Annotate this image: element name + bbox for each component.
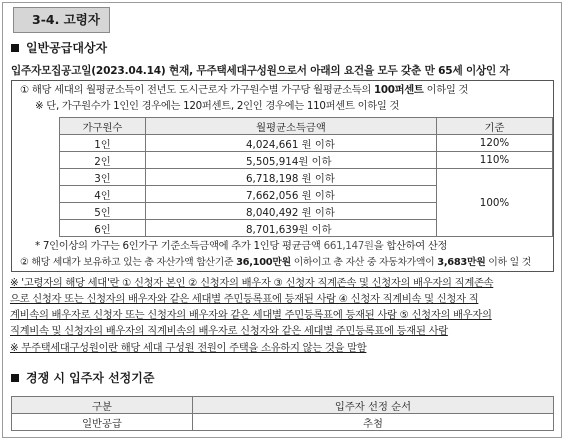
col-category: 구분	[12, 397, 193, 414]
income-amount-cell: 4,024,661 원 이하	[146, 135, 437, 152]
section-title: 3-4. 고령자	[13, 7, 110, 33]
definition-text-2: 으로 신청자 또는 신청자의 배우자와 같은 세대별 주민등록표에 등재된 사람 ④ 신청자 직계비속 및 신청자 직	[10, 293, 479, 305]
note7-text-b: 661,147원	[323, 240, 374, 252]
income-amount-cell: 8,040,492 원 이하	[146, 203, 437, 220]
general-supply-heading-text: 일반공급대상자	[26, 41, 108, 55]
household-size-cell: 6인	[60, 220, 146, 237]
income-table-header	[60, 118, 553, 135]
col-selection-order: 입주자 선정 순서	[193, 397, 554, 414]
note7-text-a: * 7인이상의 가구는 6인가구 기준소득금액에 추가 1인당 평균금액	[35, 240, 324, 252]
requirement-1	[20, 83, 468, 97]
req1-text-b: 100퍼센트	[374, 84, 424, 96]
category-cell: 일반공급	[12, 414, 193, 431]
req1-text-a: ① 해당 세대의 월평균소득이 전년도 도시근로자 가구원수별 가구당 월평균소득의	[20, 84, 375, 96]
table-row	[60, 169, 553, 186]
income-table	[59, 117, 553, 237]
criterion-cell: 110%	[437, 152, 553, 169]
req2-text-c: 이하이고 총 자산 중 자동차가액이	[290, 257, 438, 268]
competition-heading	[11, 370, 154, 386]
req2-text-b: 36,100만원	[236, 257, 291, 268]
income-amount-cell: 8,701,639원 이하	[146, 220, 437, 237]
seven-plus-note	[35, 239, 447, 253]
household-size-cell: 1인	[60, 135, 146, 152]
selection-table-header	[12, 397, 554, 414]
definition-line-5	[10, 341, 366, 355]
criterion-cell: 120%	[437, 135, 553, 152]
household-size-cell: 4인	[60, 186, 146, 203]
req2-text-e: 이하 일 것	[485, 257, 531, 268]
selection-order-cell: 추첨	[193, 414, 554, 431]
table-row	[12, 414, 554, 431]
competition-heading-text: 경쟁 시 입주자 선정기준	[26, 371, 155, 385]
income-amount-cell: 7,662,056 원 이하	[146, 186, 437, 203]
col-income-amount: 월평균소득금액	[146, 118, 437, 135]
definition-text-5: ※ 무주택세대구성원이란 해당 세대 구성원 전원이 주택을 소유하지 않는 것을 말함	[10, 342, 367, 354]
req2-text-a: ② 해당 세대가 보유하고 있는 총 자산가액 합산기준	[20, 257, 237, 268]
definition-text-1: ※ '고령자의 해당 세대'란 ① 신청자 본인 ② 신청자의 배우자 ③ 신청자 직계존속 및 신청자의 배우자의 직계존속	[10, 277, 494, 289]
square-bullet-icon	[11, 44, 19, 52]
definition-line-3	[10, 308, 492, 322]
eligibility-intro: 입주자모집공고일(2023.04.14) 현재, 무주택세대구성원으로서 아래의 요건을 모두 갖춘 만 65세 이상인 자	[11, 65, 510, 77]
household-size-cell: 5인	[60, 203, 146, 220]
req1-text-c: 이하일 것	[423, 84, 469, 96]
definition-line-2	[10, 292, 478, 306]
general-supply-heading	[11, 40, 107, 56]
req2-text-d: 3,683만원	[437, 257, 486, 268]
definition-line-4	[10, 324, 448, 338]
income-amount-cell: 5,505,914원 이하	[146, 152, 437, 169]
criterion-cell-merged: 100%	[437, 169, 553, 237]
col-criterion: 기준	[437, 118, 553, 135]
definition-text-3: 계비속의 배우자로 신청자 또는 신청자의 배우자와 같은 세대별 주민등록표에 등재된 사람 ⑤ 신청자의 배우자의	[10, 309, 492, 321]
definition-text-4: 직계비속 및 신청자의 배우자의 직계비속의 배우자로 신청자와 같은 세대별 주민등록표에 등재된 사람	[10, 325, 448, 337]
household-size-cell: 3인	[60, 169, 146, 186]
table-row	[60, 152, 553, 169]
note7-text-c: 을 합산하여 산정	[373, 240, 448, 252]
requirement-1-note: ※ 단, 가구원수가 1인인 경우에는 120퍼센트, 2인인 경우에는 110퍼센트 이하일 것	[35, 100, 400, 112]
table-row	[60, 135, 553, 152]
square-bullet-icon	[11, 374, 19, 382]
selection-table	[11, 396, 554, 431]
definition-line-1	[10, 276, 493, 290]
household-size-cell: 2인	[60, 152, 146, 169]
col-household-size: 가구원수	[60, 118, 146, 135]
income-amount-cell: 6,718,198 원 이하	[146, 169, 437, 186]
requirement-2	[20, 256, 531, 270]
